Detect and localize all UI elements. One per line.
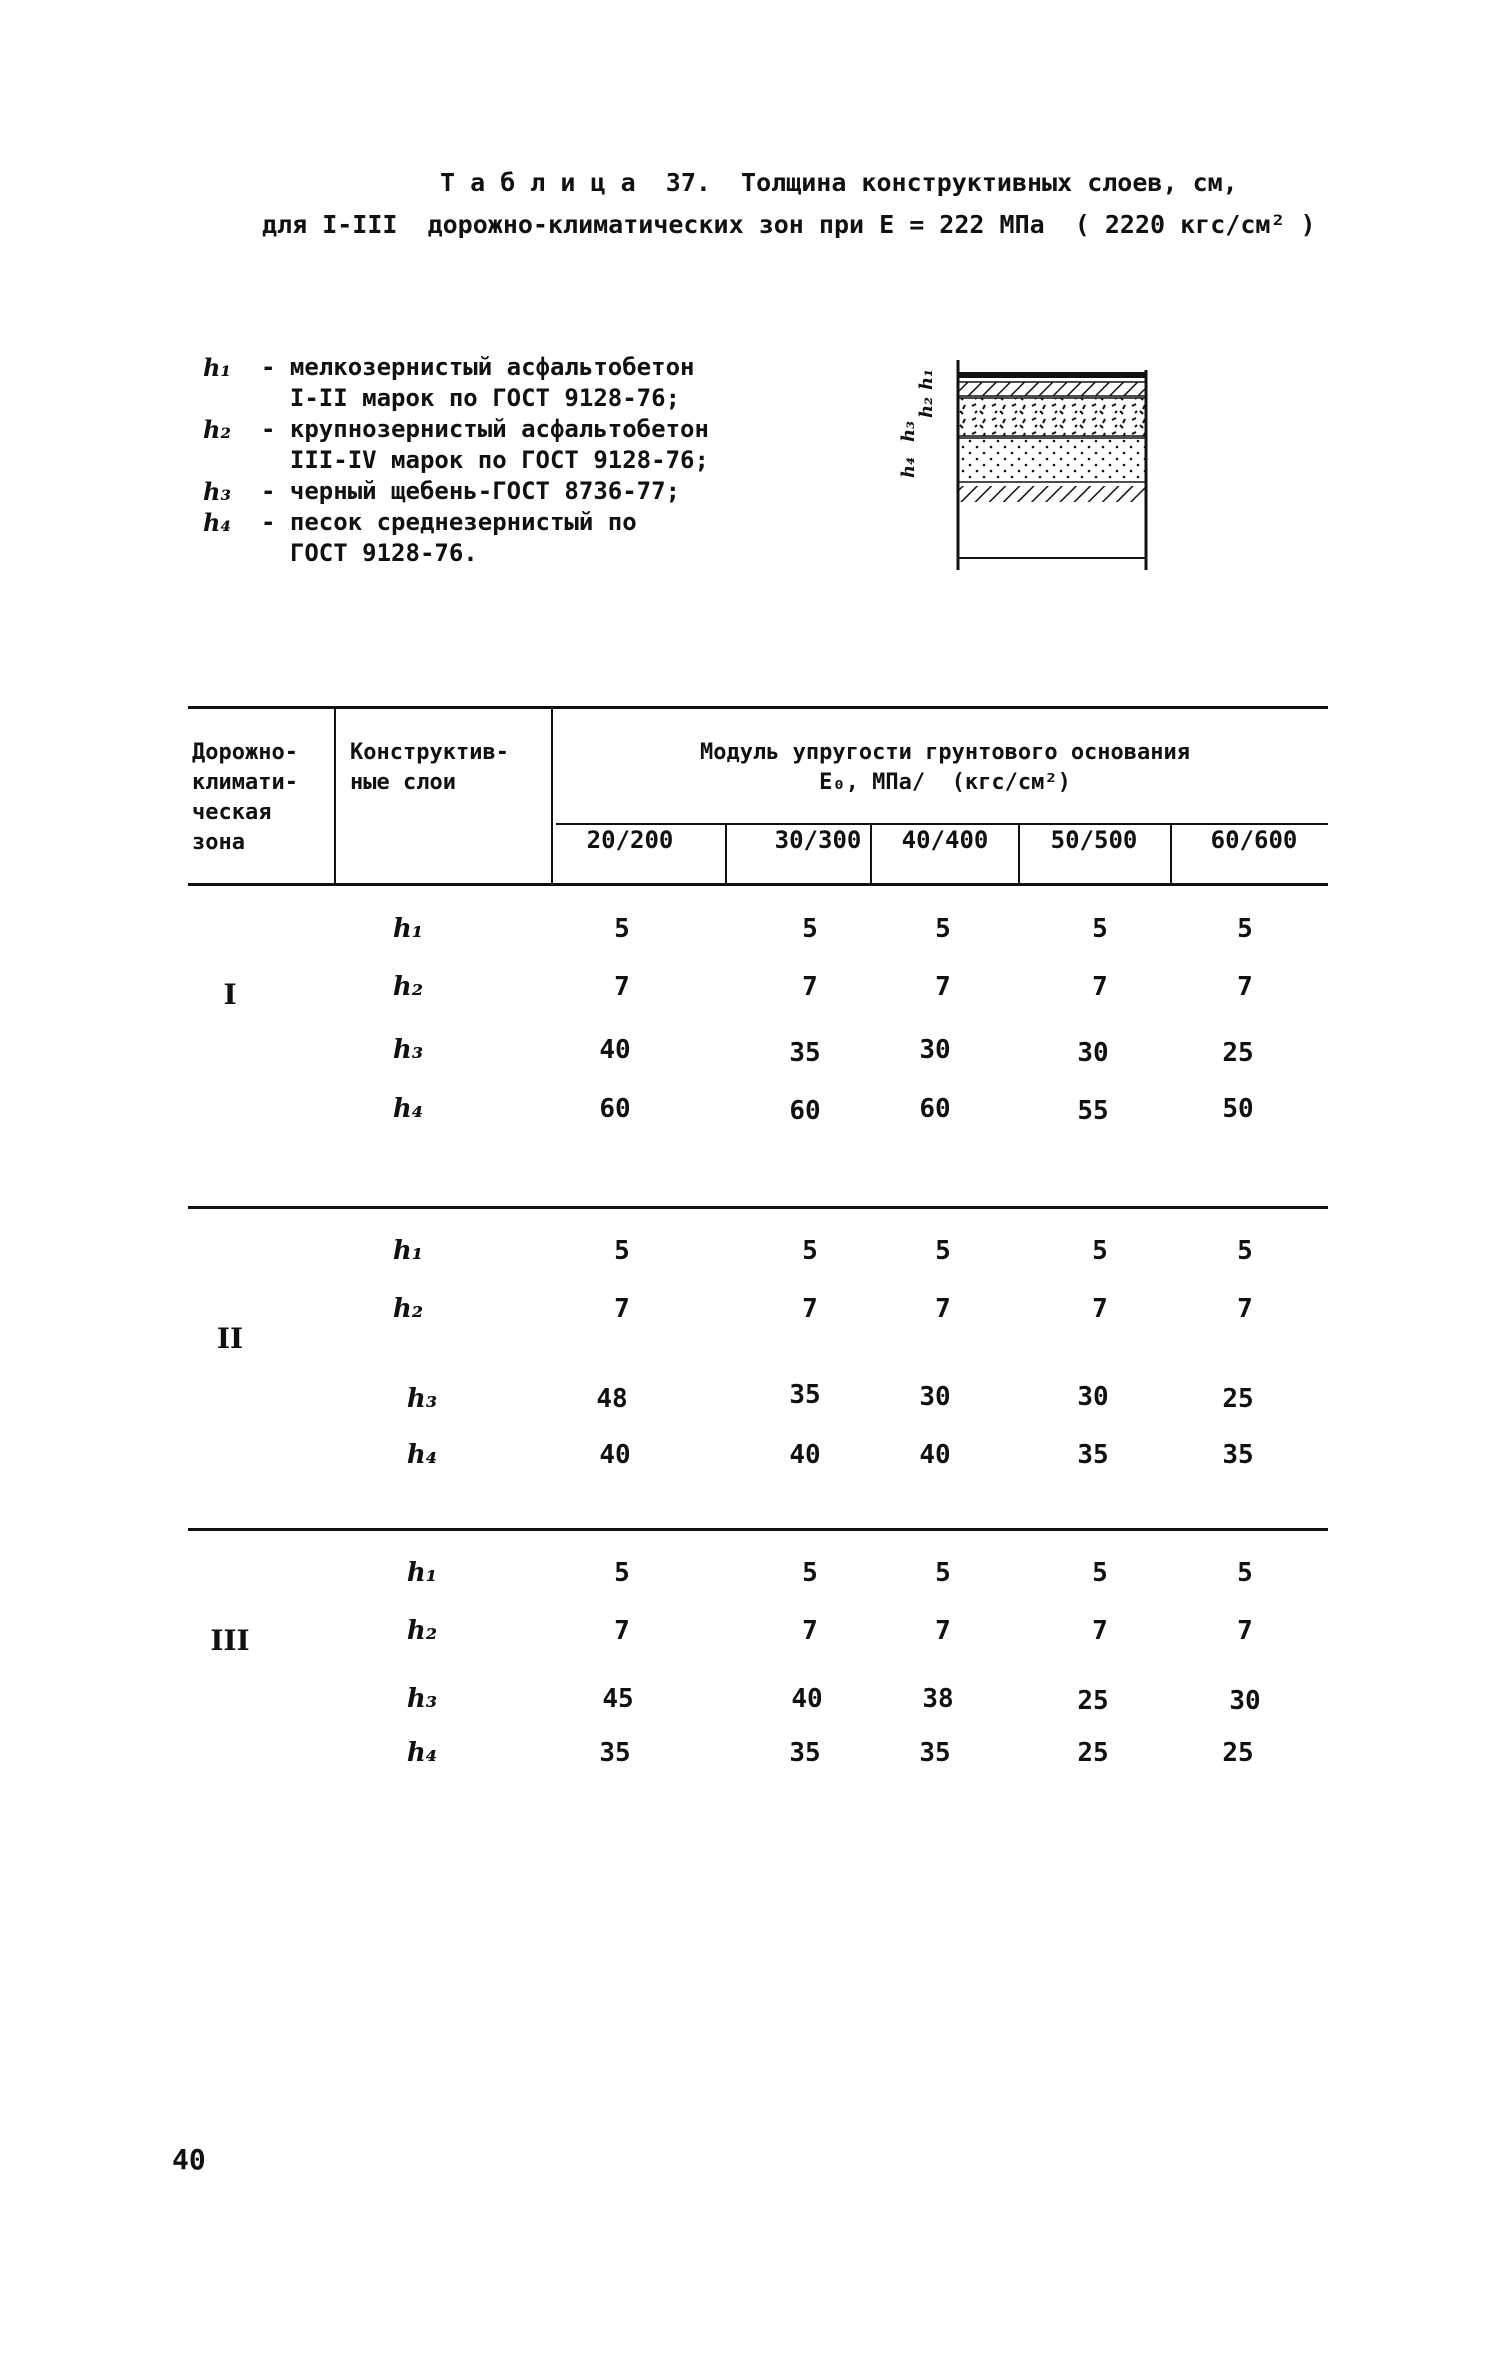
legend-symbol: h₁ [203,353,231,382]
layer-symbol: h₁ [406,1558,438,1588]
table-cell: 25 [1222,1038,1254,1068]
table-cell: 5 [1237,914,1253,944]
modulus-col-1: 20/200 [586,826,674,854]
table-cell: 5 [802,914,818,944]
modulus-subheader-rule [556,823,1328,825]
modulus-vline-1 [725,823,727,885]
table-cell: 25 [1077,1738,1109,1768]
header-modulus-units: E₀, МПа/ (кгс/см²) [819,770,1071,795]
modulus-col-2: 30/300 [774,826,862,854]
table-cell: 55 [1077,1096,1109,1126]
table-cell: 60 [599,1094,631,1124]
modulus-col-4: 50/500 [1050,826,1138,854]
header-layers: Конструктив- ные слои [350,740,509,795]
diagram-label-h2: h₂ [916,397,937,418]
layer-symbol: h₁ [392,914,424,944]
table-cell: 5 [614,914,630,944]
table-cell: 5 [1092,1236,1108,1266]
table-subtitle: для I-III дорожно-климатических зон при E = 222 МПа ( 2220 кгс/см² ) [262,210,1316,239]
table-cell: 7 [935,1616,951,1646]
table-cell: 40 [789,1440,821,1470]
table-cell: 35 [789,1738,821,1768]
modulus-col-5: 60/600 [1210,826,1298,854]
table-cell: 5 [802,1558,818,1588]
table-cell: 48 [596,1384,628,1414]
table-cell: 5 [614,1236,630,1266]
table-header-rule [188,883,1328,886]
legend [203,352,709,569]
table-cell: 35 [1222,1440,1254,1470]
table-cell: 7 [614,972,630,1002]
layer-symbol: h₂ [392,1294,424,1324]
legend-text: - черный щебень-ГОСТ 8736-77; [261,477,681,505]
zone-separator-1 [188,1206,1328,1209]
legend-text: - мелкозернистый асфальтобетон I-II марок по ГОСТ 9128-76; [261,353,695,412]
table-cell: 30 [1077,1038,1109,1068]
subgrade [958,486,1146,502]
table-cell: 5 [1092,914,1108,944]
table-cell: 7 [1092,1616,1108,1646]
table-cell: 7 [1237,1616,1253,1646]
table-cell: 38 [922,1684,954,1714]
layer-h3 [958,398,1146,436]
header-modulus: Модуль упругости грунтового основания [699,740,1191,765]
table-cell: 7 [1092,972,1108,1002]
table-cell: 35 [599,1738,631,1768]
legend-item-h3 [203,476,709,507]
table-cell: 5 [802,1236,818,1266]
table-vline-2 [551,708,553,885]
table-cell: 45 [602,1684,634,1714]
table-cell: 7 [802,972,818,1002]
table-cell: 5 [935,1558,951,1588]
legend-item-h2 [203,414,709,476]
road-layer-diagram [890,360,1170,580]
layer-symbol: h₃ [406,1384,438,1414]
layer-symbol: h₂ [406,1616,438,1646]
table-cell: 40 [599,1440,631,1470]
table-cell: 7 [1237,1294,1253,1324]
header-zone: Дорожно- климати- ческая зона [192,740,298,855]
table-cell: 7 [614,1616,630,1646]
table-vline-1 [334,708,336,885]
table-cell: 5 [1237,1236,1253,1266]
zone-label: I [223,978,237,1011]
table-cell: 25 [1077,1686,1109,1716]
table-cell: 5 [935,1236,951,1266]
table-cell: 30 [919,1382,951,1412]
table-cell: 7 [802,1616,818,1646]
layer-symbol: h₂ [392,972,424,1002]
table-cell: 25 [1222,1384,1254,1414]
table-cell: 40 [599,1035,631,1065]
layer-h4 [958,438,1146,482]
table-title: Т а б л и ц а 37. Толщина конструктивных слоев, см, [440,168,1238,197]
zone-label: II [216,1322,244,1355]
table-cell: 25 [1222,1738,1254,1768]
table-cell: 40 [919,1440,951,1470]
page-number: 40 [172,2143,206,2176]
diagram-label-h1: h₁ [916,369,937,390]
table-cell: 35 [789,1380,821,1410]
modulus-col-3: 40/400 [901,826,989,854]
diagram-label-h3: h₃ [898,421,919,442]
layer-symbol: h₁ [392,1236,424,1266]
legend-item-h4 [203,507,709,569]
legend-symbol: h₄ [203,508,231,537]
table-cell: 7 [935,972,951,1002]
diagram-label-h4: h₄ [898,457,919,478]
legend-text: - крупнозернистый асфальтобетон III-IV марок по ГОСТ 9128-76; [261,415,709,474]
table-cell: 30 [1077,1382,1109,1412]
layer-symbol: h₃ [392,1035,424,1065]
legend-item-h1 [203,352,709,414]
layer-h2 [958,382,1146,396]
table-cell: 30 [919,1035,951,1065]
diagram-layers [958,360,1146,570]
table-cell: 35 [789,1038,821,1068]
table-cell: 5 [614,1558,630,1588]
table-cell: 60 [919,1094,951,1124]
table-cell: 60 [789,1096,821,1126]
table-cell: 5 [935,914,951,944]
table-cell: 40 [791,1684,823,1714]
zone-label: III [210,1624,250,1657]
layer-h1 [958,372,1146,378]
table-cell: 7 [1237,972,1253,1002]
zone-separator-2 [188,1528,1328,1531]
layer-symbol: h₄ [406,1738,438,1768]
layer-symbol: h₃ [406,1684,438,1714]
legend-symbol: h₂ [203,415,231,444]
table-cell: 50 [1222,1094,1254,1124]
legend-text: - песок среднезернистый по ГОСТ 9128-76. [261,508,637,567]
layer-symbol: h₄ [406,1440,438,1470]
table-cell: 7 [614,1294,630,1324]
layer-symbol: h₄ [392,1094,424,1124]
table-cell: 5 [1092,1558,1108,1588]
table-top-rule [188,706,1328,709]
table-cell: 5 [1237,1558,1253,1588]
modulus-vline-4 [1170,823,1172,885]
table-cell: 7 [935,1294,951,1324]
table-cell: 7 [1092,1294,1108,1324]
legend-symbol: h₃ [203,477,231,506]
table-cell: 35 [919,1738,951,1768]
modulus-vline-3 [1018,823,1020,885]
table-cell: 30 [1229,1686,1261,1716]
table-cell: 35 [1077,1440,1109,1470]
table-cell: 7 [802,1294,818,1324]
